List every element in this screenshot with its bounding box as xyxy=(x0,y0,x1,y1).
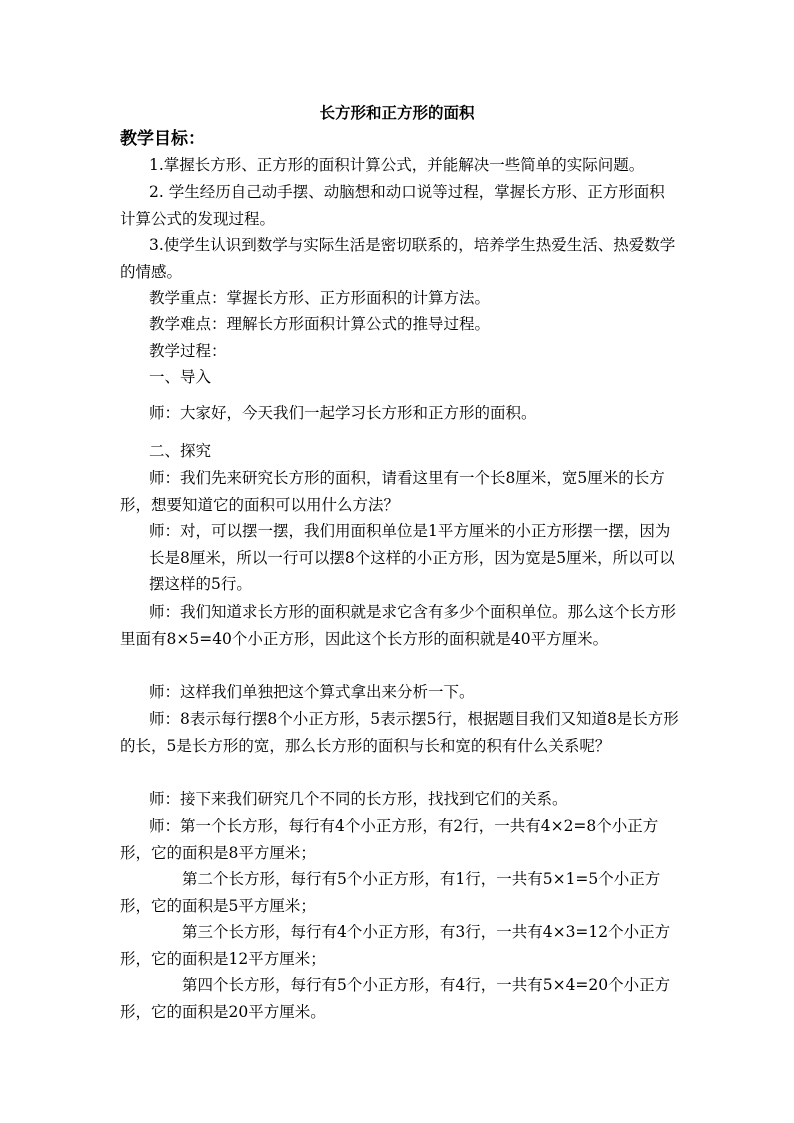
section-2-paragraph-6: 师：接下来我们研究几个不同的长方形，找找到它们的关系。 xyxy=(149,790,568,808)
objective-item-2: 2. 学生经历自己动手摆、动脑想和动口说等过程，掌握长方形、正方形面积计算公式的发现过程。 xyxy=(120,183,665,228)
difficulty-point: 教学难点：理解长方形面积计算公式的推导过程。 xyxy=(149,315,491,333)
document-title: 长方形和正方形的面积 xyxy=(319,103,475,122)
objectives-heading: 教学目标： xyxy=(120,129,205,149)
section-2-paragraph-5: 师：8表示每行摆8个小正方形，5表示摆5行，根据题目我们又知道8是长方形的长，5是长方形的宽，那么长方形的面积与长和宽的积有什么关系呢？ xyxy=(120,710,679,755)
section-2-paragraph-10: 第四个长方形，每行有5个小正方形，有4行，一共有5×4=20个小正方形，它的面积是20平方厘米。 xyxy=(120,976,671,1021)
key-point: 教学重点：掌握长方形、正方形面积的计算方法。 xyxy=(149,289,491,307)
section-1-line: 师：大家好，今天我们一起学习长方形和正方形的面积。 xyxy=(149,404,537,422)
objective-item-3: 3.使学生认识到数学与实际生活是密切联系的，培养学生热爱生活、热爱数学的情感。 xyxy=(120,236,676,281)
objective-item-1: 1.掌握长方形、正方形的面积计算公式，并能解决一些简单的实际问题。 xyxy=(149,156,645,174)
section-2-title: 二、探究 xyxy=(149,442,212,460)
section-1-title: 一、导入 xyxy=(149,368,212,386)
process-label: 教学过程： xyxy=(149,342,227,360)
section-2-paragraph-2: 师：对，可以摆一摆，我们用面积单位是1平方厘米的小正方形摆一摆，因为长是8厘米，所以一行可以摆8个这样的小正方形，因为宽是5厘米，所以可以摆这样的5行。 xyxy=(149,522,675,593)
section-2-paragraph-9: 第三个长方形，每行有4个小正方形，有3行，一共有4×3=12个小正方形，它的面积是12平方厘米； xyxy=(120,923,671,968)
section-2-paragraph-1: 师：我们先来研究长方形的面积，请看这里有一个长8厘米，宽5厘米的长方形，想要知道它的面积可以用什么方法？ xyxy=(120,469,665,514)
section-2-paragraph-4: 师：这样我们单独把这个算式拿出来分析一下。 xyxy=(149,683,475,701)
section-2-paragraph-7: 师：第一个长方形，每行有4个小正方形，有2行，一共有4×2=8个小正方形，它的面积是8平方厘米； xyxy=(120,817,659,862)
section-2-paragraph-3: 师：我们知道求长方形的面积就是求它含有多少个面积单位。那么这个长方形里面有8×5=40个小正方形，因此这个长方形的面积就是40平方厘米。 xyxy=(120,603,677,648)
section-2-paragraph-8: 第二个长方形，每行有5个小正方形，有1行，一共有5×1=5个小正方形，它的面积是5平方厘米； xyxy=(120,870,661,915)
